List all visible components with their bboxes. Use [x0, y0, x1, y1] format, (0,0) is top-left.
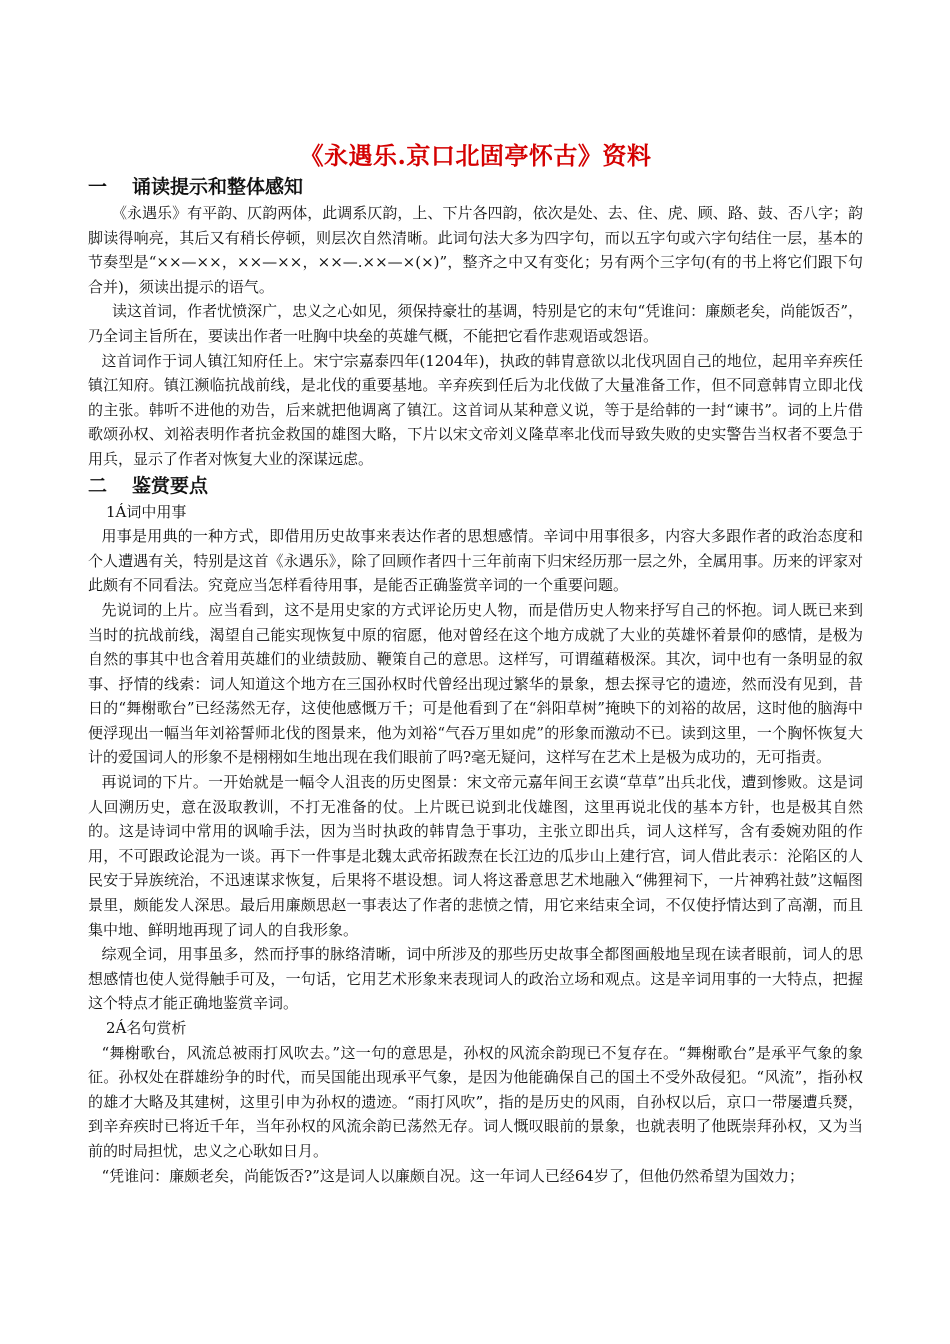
paragraph: “舞榭歌台，风流总被雨打风吹去。”这一句的意思是，孙权的风流余韵现已不复存在。“舞榭歌台”是承平气象的象征。孙权处在群雄纷争的时代，而吴国能出现承平气象，是因为他能确保自己的国土不受外敌侵犯。“风流”，指孙权的雄才大略及其建树，这里引申为孙权的遗迹。“雨打风吹”，指的是历史的风雨，自孙权以后，京口一带屡遭兵燹，到辛弃疾时已将近千年，当年孙权的风流余韵已荡然无存。词人慨叹眼前的景象，也就表明了他既崇拜孙权，又为当前的时局担忧，忠义之心耿如日月。 — [88, 1043, 863, 1160]
paragraph: 综观全词，用事虽多，然而抒事的脉络清晰，词中所涉及的那些历史故事全都图画般地呈现在读者眼前，词人的思想感情也使人觉得触手可及，一句话，它用艺术形象来表现词人的政治立场和观点。这是辛词用事的一大特点，把握这个特点才能正确地鉴赏辛词。 — [88, 945, 863, 1013]
section-title: 鉴赏要点 — [132, 474, 209, 497]
section-title: 诵读提示和整体感知 — [132, 176, 304, 198]
paragraph: “凭谁问：廉颇老矣，尚能饭否?”这是词人以廉颇自况。这一年词人已经64岁了，但他仍然希望为国效力； — [101, 1166, 804, 1185]
paragraph: 读这首词，作者忧愤深广，忠义之心如见，须保持豪壮的基调，特别是它的末句“凭谁问：廉颇老矣，尚能饭否”，乃全词主旨所在，要读出作者一吐胸中块垒的英雄气概，不能把它看作悲观语或怨语。 — [88, 302, 863, 345]
section-number: 一 — [88, 176, 108, 198]
subsection-heading-2: 2Á名句赏析 — [106, 1019, 187, 1037]
paragraph: 再说词的下片。一开始就是一幅令人沮丧的历史图景：宋文帝元嘉年间王玄谟“草草”出兵北伐，遭到惨败。这是词人回溯历史，意在汲取教训，不打无准备的仗。上片既已说到北伐雄图，这里再说北伐的基本方针，也是极其自然的。这是诗词中常用的讽喻手法，因为当时执政的韩胄急于事功，主张立即出兵，词人这样写，含有委婉劝阻的作用，不可跟政论混为一谈。再下一件事是北魏太武帝拓跋焘在长江边的瓜步山上建行宫，词人借此表示：沦陷区的人民安于异族统治，不迅速谋求恢复，后果将不堪设想。词人将这番意思艺术地融入“佛狸祠下，一片神鸦社鼓”这幅图景里，颇能发人深思。最后用廉颇思赵一事表达了作者的悲愤之情，用它来结束全词，不仅使抒情达到了高潮，而且集中地、鲜明地再现了词人的自我形象。 — [88, 773, 863, 939]
document-title: 《永遇乐.京口北固亭怀古》资料 — [299, 141, 652, 170]
section-heading-1 — [88, 175, 863, 199]
paragraph: 《永遇乐》有平韵、仄韵两体，此调系仄韵，上、下片各四韵，依次是处、去、住、虎、顾、路、鼓、否八字；韵脚读得响亮，其后又有稍长停顿，则层次自然清晰。此词句法大多为四字句，而以五字句或六字句结住一层，基本的节奏型是“××—××，××—××，××—.××—×(×)”，整齐之中又有变化；另有两个三字句(有的书上将它们跟下句合并)，须读出提示的语气。 — [88, 204, 863, 296]
subsection-heading-1: 1Á词中用事 — [106, 502, 187, 521]
section-number: 二 — [88, 474, 108, 497]
paragraph: 先说词的上片。应当看到，这不是用史家的方式评论历史人物，而是借历史人物来抒写自己的怀抱。词人既已来到当时的抗战前线，渴望自己能实现恢复中原的宿愿，他对曾经在这个地方成就了大业的英雄怀着景仰的感情，是极为自然的事其中也含着用英雄们的业绩鼓励、鞭策自己的意思。这样写，可谓蕴藉极深。其次，词中也有一条明显的叙事、抒情的线索：词人知道这个地方在三国孙权时代曾经出现过繁华的景象，想去探寻它的遗迹，然而没有见到，昔日的“舞榭歌台”已经荡然无存，这使他感慨万千；可是他看到了在“斜阳草树”掩映下的刘裕的故居，这时他的脑海中便浮现出一幅当年刘裕誓师北伐的图景来，他为刘裕“气吞万里如虎”的形象而激动不已。读到这里，一个胸怀恢复大计的爱国词人的形象不是栩栩如生地出现在我们眼前了吗?毫无疑问，这样写在艺术上是极为成功的，无可指责。 — [88, 600, 863, 767]
paragraph: 这首词作于词人镇江知府任上。宋宁宗嘉泰四年(1204年)，执政的韩胄意欲以北伐巩固自己的地位，起用辛弃疾任镇江知府。镇江濒临抗战前线，是北伐的重要基地。辛弃疾到任后为北伐做了大量准备工作，但不同意韩胄立即北伐的主张。韩听不进他的劝告，后来就把他调离了镇江。这首词从某种意义说，等于是给韩的一封“谏书”。词的上片借歌颂孙权、刘裕表明作者抗金救国的雄图大略，下片以宋文帝刘义隆草率北伐而导致失败的史实警告当权者不要急于用兵，显示了作者对恢复大业的深谋远虑。 — [88, 351, 863, 468]
paragraph: 用事是用典的一种方式，即借用历史故事来表达作者的思想感情。辛词中用事很多，内容大多跟作者的政治态度和个人遭遇有关，特别是这首《永遇乐》，除了回顾作者四十三年前南下归宋经历那一层之外，全属用事。历来的评家对此颇有不同看法。究竟应当怎样看待用事，是能否正确鉴赏辛词的一个重要问题。 — [88, 527, 863, 595]
document-page — [88, 128, 863, 1188]
section-heading-2 — [88, 474, 863, 498]
